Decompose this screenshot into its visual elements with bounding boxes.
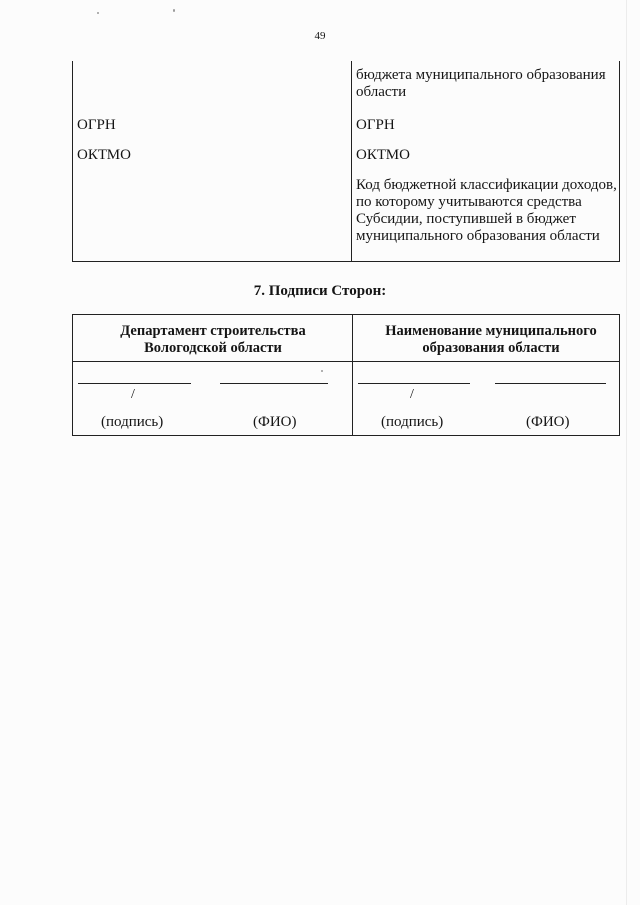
scan-edge	[626, 0, 627, 905]
budget-continuation-text: бюджета муниципального образования области	[356, 67, 606, 100]
scan-speck	[173, 9, 175, 12]
right-name-line	[495, 383, 606, 384]
ogrn-label-right: ОГРН	[356, 117, 395, 133]
oktmo-label-right: ОКТМО	[356, 147, 410, 163]
signatures-table	[72, 314, 620, 436]
section-title: 7. Подписи Сторон:	[253, 283, 387, 299]
scan-speck	[97, 12, 99, 14]
requisites-table	[72, 61, 620, 262]
left-signature-line	[78, 383, 191, 384]
kbk-text: Код бюджетной классификации доходов, по которому учитываются средства Субсидии, поступившей в бюджет муниципального образования области	[356, 177, 617, 244]
column-divider	[351, 61, 352, 261]
row-divider	[73, 361, 619, 362]
left-slash: /	[131, 387, 135, 402]
right-slash: /	[410, 387, 414, 402]
right-signature-caption: (подпись)	[381, 414, 444, 430]
right-signature-line	[358, 383, 470, 384]
oktmo-label-left: ОКТМО	[77, 147, 131, 163]
ogrn-label-left: ОГРН	[77, 117, 116, 133]
left-party-heading: Департамент строительства Вологодской области	[120, 323, 306, 356]
left-name-line	[220, 383, 328, 384]
right-party-heading: Наименование муниципального образования области	[385, 323, 597, 356]
right-name-caption: (ФИО)	[526, 414, 570, 430]
left-signature-caption: (подпись)	[101, 414, 164, 430]
column-divider	[352, 315, 353, 435]
left-name-caption: (ФИО)	[253, 414, 297, 430]
page-number: 49	[314, 30, 326, 42]
